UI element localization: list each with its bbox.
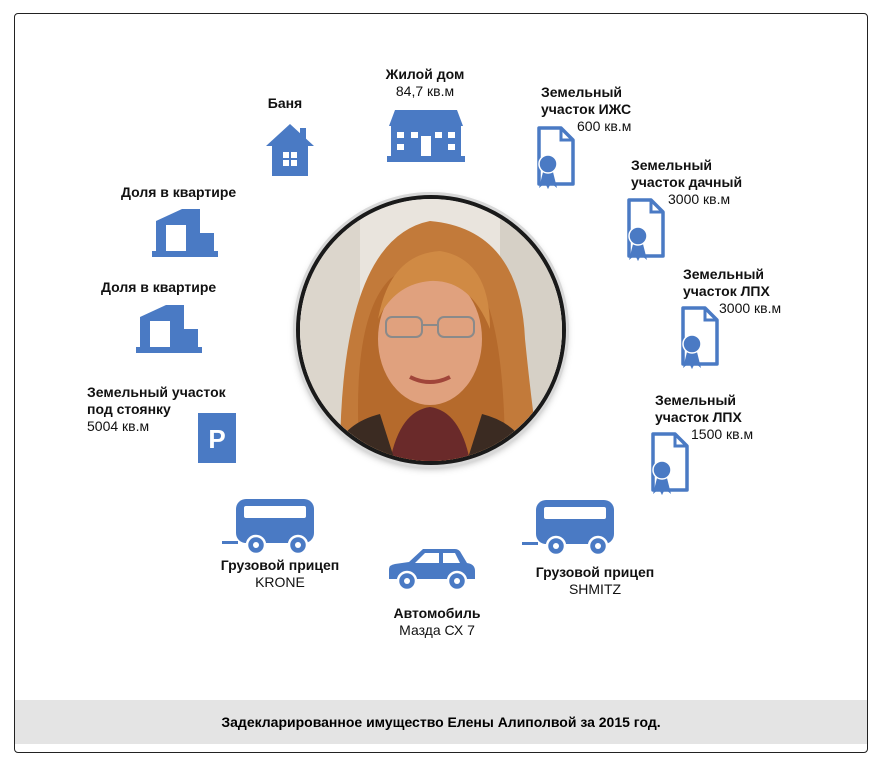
house-icon — [387, 108, 465, 162]
trailer-2-title: Грузовой прицеп — [535, 564, 655, 580]
trailer-1-title: Грузовой прицеп — [220, 557, 340, 573]
building-icon — [136, 303, 202, 353]
car-value: Мазда СХ 7 — [399, 622, 475, 638]
portrait-photo — [296, 195, 566, 465]
car-title: Автомобиль — [393, 605, 481, 621]
land-izhs-title-line1: Земельный — [541, 84, 623, 100]
car-label — [362, 605, 512, 639]
land-izhs-value: 600 кв.м — [577, 118, 632, 134]
svg-text:P: P — [208, 424, 226, 454]
land-lph-1-title-line2: участок ЛПХ — [683, 283, 770, 299]
certificate-icon — [534, 126, 576, 190]
land-dacha-title-line1: Земельный — [631, 157, 713, 173]
trailer-2-value: SHMITZ — [568, 581, 622, 597]
car-icon — [385, 545, 479, 595]
house-label — [370, 66, 480, 100]
trailer-2-label — [515, 564, 675, 598]
land-lph-1-title-line1: Земельный — [683, 266, 765, 282]
trailer-1-label — [200, 557, 360, 591]
land-dacha-title-line2: участок дачный — [631, 174, 743, 190]
share-1-title: Доля в квартире — [121, 184, 237, 200]
house-title: Жилой дом — [385, 66, 465, 82]
share-2-title: Доля в квартире — [101, 279, 217, 295]
portrait-illustration — [300, 199, 562, 461]
banya-title: Баня — [267, 95, 303, 111]
parking-value: 5004 кв.м — [87, 418, 150, 434]
land-izhs-title-line2: участок ИЖС — [541, 101, 632, 117]
small-house-icon — [264, 122, 316, 178]
banya-label — [250, 95, 320, 112]
certificate-icon — [678, 306, 720, 370]
share-2-label — [101, 279, 261, 296]
land-lph-2-title-line1: Земельный — [655, 392, 737, 408]
parking-icon — [198, 413, 236, 463]
certificate-icon — [648, 432, 690, 496]
share-1-label — [121, 184, 281, 201]
certificate-icon — [624, 198, 666, 262]
parking-title-line1: Земельный участок — [87, 384, 226, 400]
land-dacha-value: 3000 кв.м — [668, 191, 731, 207]
footer-caption: Задекларированное имущество Елены Алиполвой за 2015 год. — [15, 700, 867, 744]
land-lph-1-value: 3000 кв.м — [719, 300, 782, 316]
house-value: 84,7 кв.м — [395, 83, 455, 99]
land-lph-2-title-line2: участок ЛПХ — [655, 409, 742, 425]
trailer-icon — [520, 498, 616, 558]
parking-label — [87, 384, 287, 435]
trailer-1-value: KRONE — [255, 574, 305, 590]
trailer-icon — [220, 497, 316, 557]
land-lph-2-value: 1500 кв.м — [691, 426, 754, 442]
parking-title-line2: под стоянку — [87, 401, 171, 417]
building-icon — [152, 207, 218, 257]
